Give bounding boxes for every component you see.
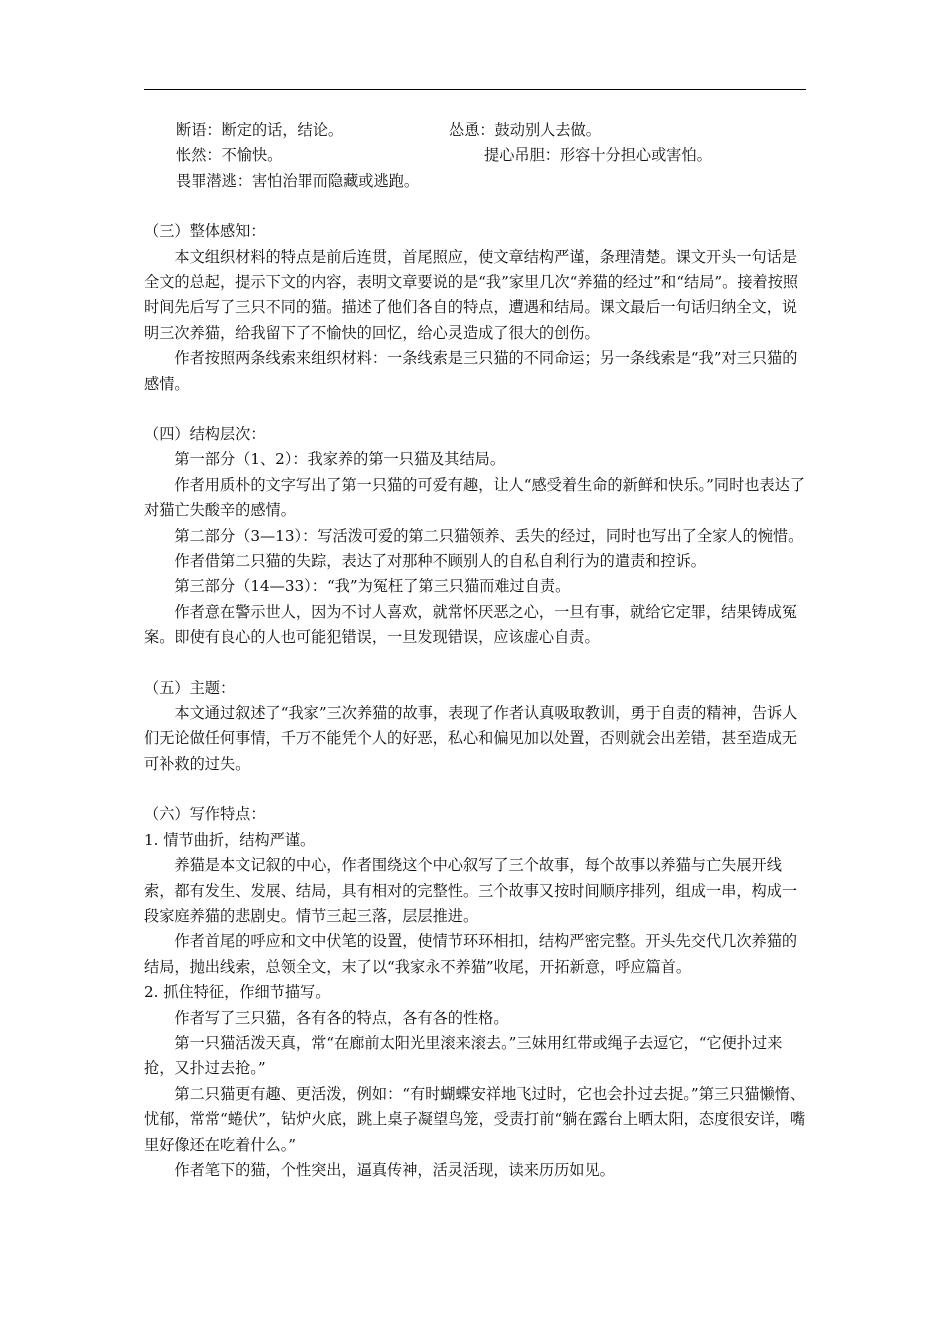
paragraph: 作者按照两条线索来组织材料：一条线索是三只猫的不同命运；另一条线索是“我”对三只猫的感情。 [144,349,798,393]
header-rule [144,89,806,90]
paragraph: 作者首尾的呼应和文中伏笔的设置，使情节环环相扣，结构严密完整。开头先交代几次养猫的结局，抛出线索，总领全文，末了以“我家永不养猫”收尾，开拓新意，呼应篇首。 [144,932,798,976]
section-heading: （三）整体感知： [144,222,266,241]
vocab-item: 怂恿：鼓动别人去做。 [449,121,601,139]
section-heading: （五）主题： [144,678,236,697]
vocab-row [144,118,812,143]
document-body [144,118,812,1183]
paragraph: 第一只猫活泼天真，常“在廊前太阳光里滚来滚去。”三妹用红带或绳子去逗它，“它便扑过来抢，又扑过去抢。” [144,1033,783,1078]
vocab-item: 怅然：不愉快。 [176,146,283,165]
vocab-row [144,143,812,168]
paragraph: 作者用质朴的文字写出了第一只猫的可爱有趣，让人“感受着生命的新鲜和快乐。”同时也表达了对猫亡失酸辛的感情。 [144,475,806,520]
section-heading: （六）写作特点： [144,805,266,824]
paragraph: 第二部分（3—13）：写活泼可爱的第二只猫领养、丢失的经过，同时也写出了全家人的惋惜。 [174,526,804,545]
paragraph: 本文组织材料的特点是前后连贯，首尾照应，使文章结构严谨，条理清楚。课文开头一句话是全文的总起，提示下文的内容，表明文章要说的是“我”家里几次“养猫的经过”和“结局”。接着按照时间先后写了三只不同的猫。描述了他们各自的特点，遭遇和结局。课文最后一句话归纳全文，说明三次养猫，给我留下了不愉快的回忆，给心灵造成了很大的创伤。 [144,247,799,342]
paragraph: 第二只猫更有趣、更活泼，例如：“有时蝴蝶安祥地飞过时，它也会扑过去捉。”第三只猫懒惰、忧郁，常常“蜷伏”，钻炉火底，跳上桌子凝望鸟笼，受责打前“躺在露台上晒太阳，态度很安详，嘴里好像还在吃着什么。” [144,1084,806,1154]
vocab-item: 提心吊胆：形容十分担心或害怕。 [484,146,712,165]
paragraph: 作者借第二只猫的失踪，表达了对那种不顾别人的自私自利行为的遣责和控诉。 [174,552,706,571]
vocab-row [144,169,812,194]
paragraph: 本文通过叙述了“我家”三次养猫的故事，表现了作者认真吸取教训，勇于自责的精神，告诉人们无论做任何事情，千万不能凭个人的好恶，私心和偏见加以处置，否则就会出差错，甚至造成无可补救的过失。 [144,704,798,773]
section-heading: （四）结构层次： [144,425,266,444]
subheading: 1. 情节曲折，结构严谨。 [144,830,316,849]
paragraph: 作者写了三只猫，各有各的特点，各有各的性格。 [174,1008,509,1027]
paragraph: 作者笔下的猫，个性突出，逼真传神，活灵活现，读来历历如见。 [174,1160,615,1179]
subheading: 2. 抓住特征，作细节描写。 [144,983,331,1002]
paragraph: 第三部分（14—33）：“我”为冤枉了第三只猫而难过自责。 [174,577,571,596]
vocab-item: 断语：断定的话，结论。 [176,121,344,139]
vocab-item: 畏罪潜逃：害怕治罪而隐藏或逃跑。 [176,171,419,190]
paragraph: 养猫是本文记叙的中心，作者围绕这个中心叙写了三个故事，每个故事以养猫与亡失展开线索，都有发生、发展、结局，具有相对的完整性。三个故事又按时间顺序排列，组成一串，构成一段家庭养猫的悲剧史。情节三起三落，层层推进。 [144,856,798,925]
paragraph: 第一部分（1、2）：我家养的第一只猫及其结局。 [174,450,506,469]
paragraph: 作者意在警示世人，因为不讨人喜欢，就常怀厌恶之心，一旦有事，就给它定罪，结果铸成冤案。即使有良心的人也可能犯错误，一旦发现错误，应该虚心自责。 [144,602,798,647]
